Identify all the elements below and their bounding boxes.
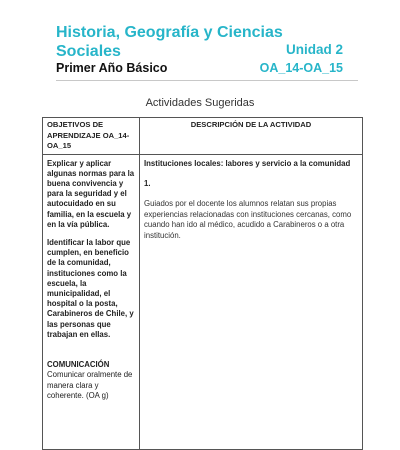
objectives-cell bbox=[43, 154, 140, 449]
objective-item: Identificar la labor que cumplen, en beneficio de la comunidad, instituciones como la escuela, la municipalidad, el hospital o la posta, Carabineros de Chile, y las personas que trabajan en ellas. bbox=[47, 237, 134, 339]
communication-title: COMUNICACIÓN bbox=[47, 359, 110, 369]
document-title-line1: Historia, Geografía y Ciencias bbox=[56, 24, 283, 41]
unit-label: Unidad 2 bbox=[285, 42, 343, 57]
objectives-header: OBJETIVOS DE APRENDIZAJE OA_14-OA_15 bbox=[47, 120, 130, 150]
description-cell bbox=[140, 154, 363, 449]
header-divider bbox=[56, 80, 358, 81]
activity-body: Guiados por el docente los alumnos relatan sus propias experiencias relacionadas con instituciones cercanas, como cuando han ido al médico, acudido a Carabineros o a otra institución. bbox=[144, 199, 352, 240]
communication-body: Comunicar oralmente de manera clara y coherente. (OA g) bbox=[47, 370, 133, 400]
document-title bbox=[56, 23, 283, 61]
activity-title: Instituciones locales: labores y servicio a la comunidad bbox=[144, 158, 351, 168]
document-title-line2: Sociales bbox=[56, 43, 121, 60]
table-row bbox=[43, 154, 363, 449]
section-title: Actividades Sugeridas bbox=[145, 97, 255, 109]
description-header: DESCRIPCIÓN DE LA ACTIVIDAD bbox=[190, 120, 312, 129]
objective-item: Explicar y aplicar algunas normas para la buena convivencia y para la seguridad y el autocuidado en su familia, en la escuela y en la vía pública. bbox=[47, 158, 135, 229]
description-header-cell bbox=[140, 118, 363, 155]
objective-code: OA_14-OA_15 bbox=[259, 61, 343, 75]
grade-label: Primer Año Básico bbox=[56, 61, 168, 75]
table-header-row bbox=[43, 118, 363, 155]
activity-number: 1. bbox=[144, 178, 151, 188]
objectives-header-cell bbox=[43, 118, 140, 155]
